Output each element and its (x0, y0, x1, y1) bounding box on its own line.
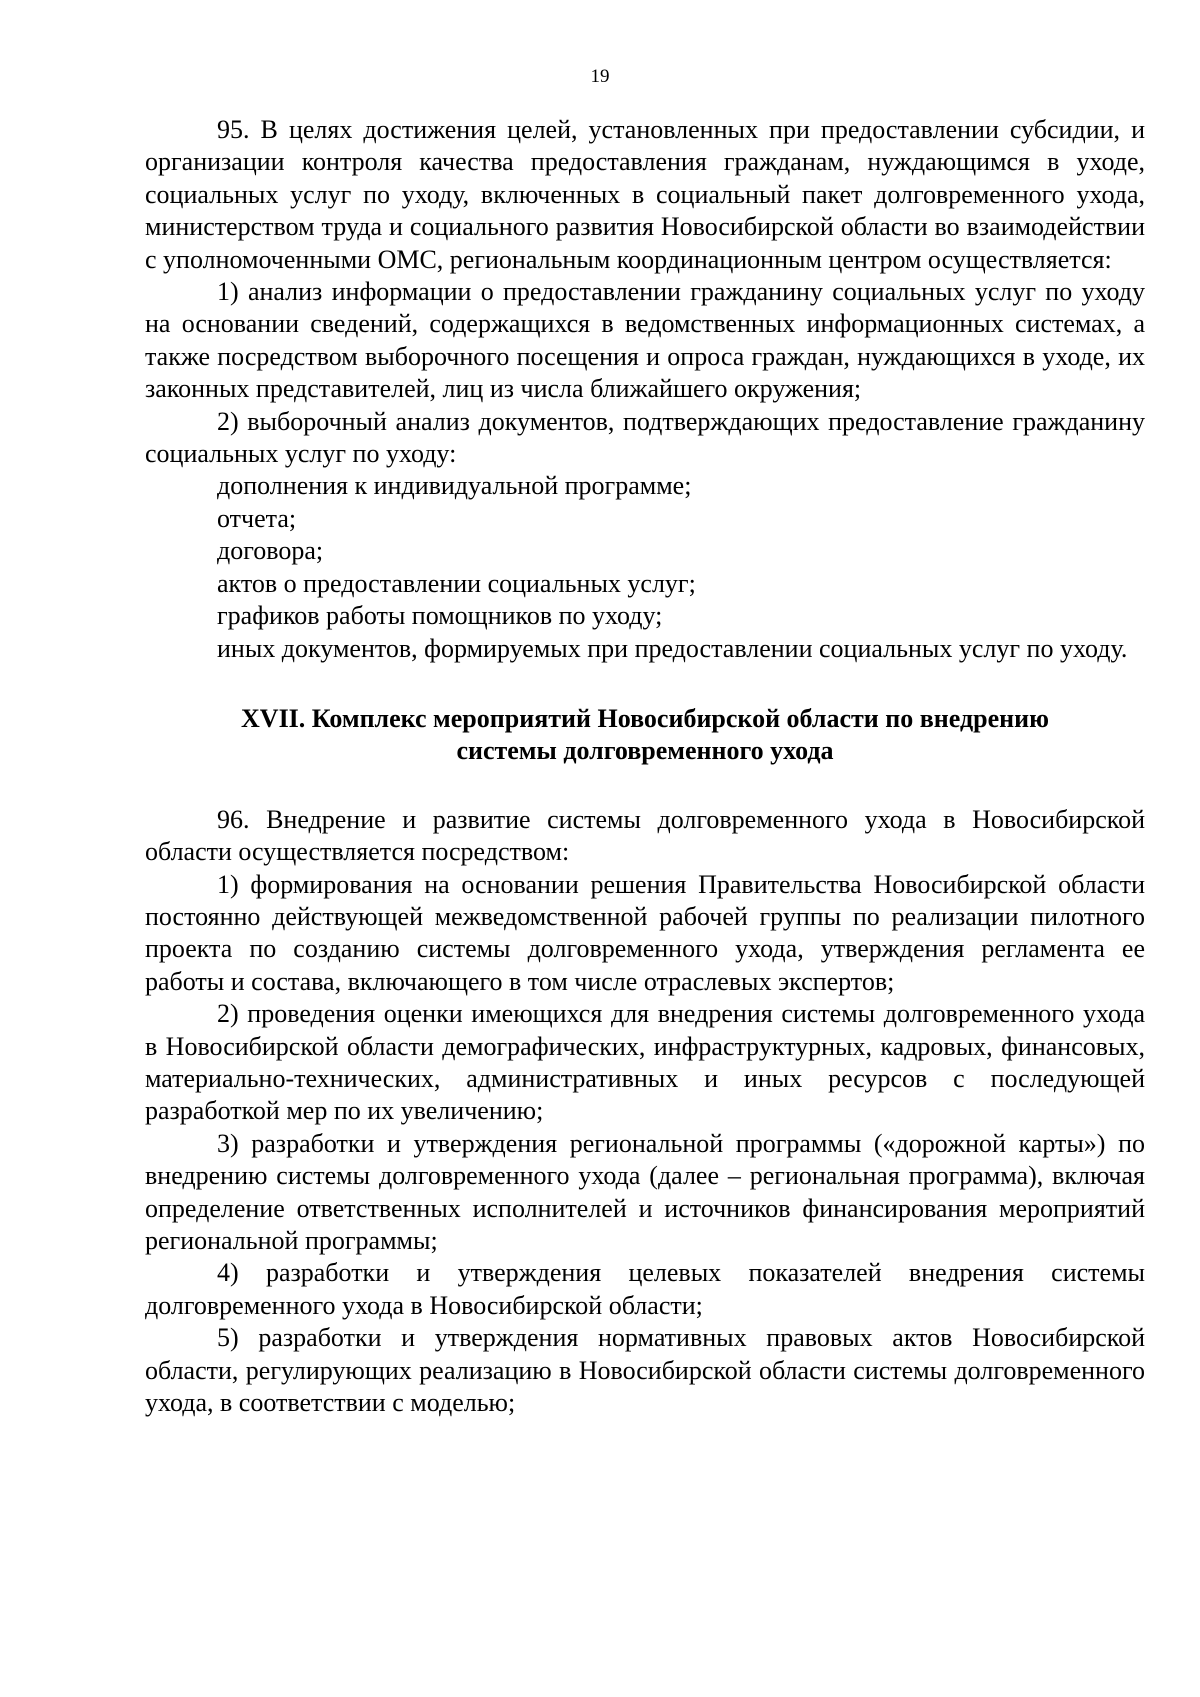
measure-item-5: 5) разработки и утверждения нормативных правовых актов Новосибирской области, регулирующих реализацию в Новосибирской области системы долговременного ухода, в соответствии с моделью; (145, 1323, 1145, 1418)
page-number: 19 (590, 66, 610, 87)
document-item-last: иных документов, формируемых при предоставлении социальных услуг по уходу. (217, 633, 1128, 663)
paragraph-96: 96. Внедрение и развитие системы долговременного ухода в Новосибирской области осуществляется посредством: (145, 804, 1145, 867)
measure-item-4: 4) разработки и утверждения целевых показателей внедрения системы долговременного ухода в Новосибирской области; (145, 1258, 1145, 1320)
section-heading (145, 703, 1145, 768)
document-item: актов о предоставлении социальных услуг; (217, 568, 696, 598)
document-item: отчета; (217, 503, 297, 533)
document-item: дополнения к индивидуальной программе; (217, 471, 692, 501)
document-item: договора; (217, 536, 324, 566)
document-body (145, 114, 1145, 1419)
section-heading-line-1: XVII. Комплекс мероприятий Новосибирской области по внедрению (241, 703, 1049, 733)
list-item-1: 1) анализ информации о предоставлении гражданину социальных услуг по уходу на основании сведений, содержащихся в ведомственных информационных системах, а также посредством выборочного посещения и опроса граждан, нуждающихся в уходе, их законных представителей, лиц из числа ближайшего окружения; (145, 277, 1145, 404)
measure-item-3: 3) разработки и утверждения региональной программы («дорожной карты») по внедрению системы долговременного ухода (далее – региональная программа), включая определение ответственных исполнителей и источников финансирования мероприятий региональной программы; (145, 1128, 1145, 1255)
list-item-2: 2) выборочный анализ документов, подтверждающих предоставление гражданину социальных услуг по уходу: (145, 406, 1145, 469)
measure-item-2: 2) проведения оценки имеющихся для внедрения системы долговременного ухода в Новосибирской области демографических, инфраструктурных, кадровых, финансовых, материально-технических, административных и иных ресурсов с последующей разработкой мер по их увеличению; (145, 999, 1145, 1126)
section-heading-line-2: системы долговременного ухода (456, 736, 834, 766)
measure-item-1: 1) формирования на основании решения Правительства Новосибирской области постоянно действующей межведомственной рабочей группы по реализации пилотного проекта по созданию системы долговременного ухода, утверждения регламента ее работы и состава, включающего в том числе отраслевых экспертов; (145, 869, 1145, 996)
document-item: графиков работы помощников по уходу; (217, 601, 663, 631)
paragraph-95: 95. В целях достижения целей, установленных при предоставлении субсидии, и организации контроля качества предоставления гражданам, нуждающимся в уходе, социальных услуг по уходу, включенных в социальный пакет долговременного ухода, министерством труда и социального развития Новосибирской области во взаимодействии с уполномоченными ОМС, региональным координационным центром осуществляется: (145, 115, 1145, 274)
